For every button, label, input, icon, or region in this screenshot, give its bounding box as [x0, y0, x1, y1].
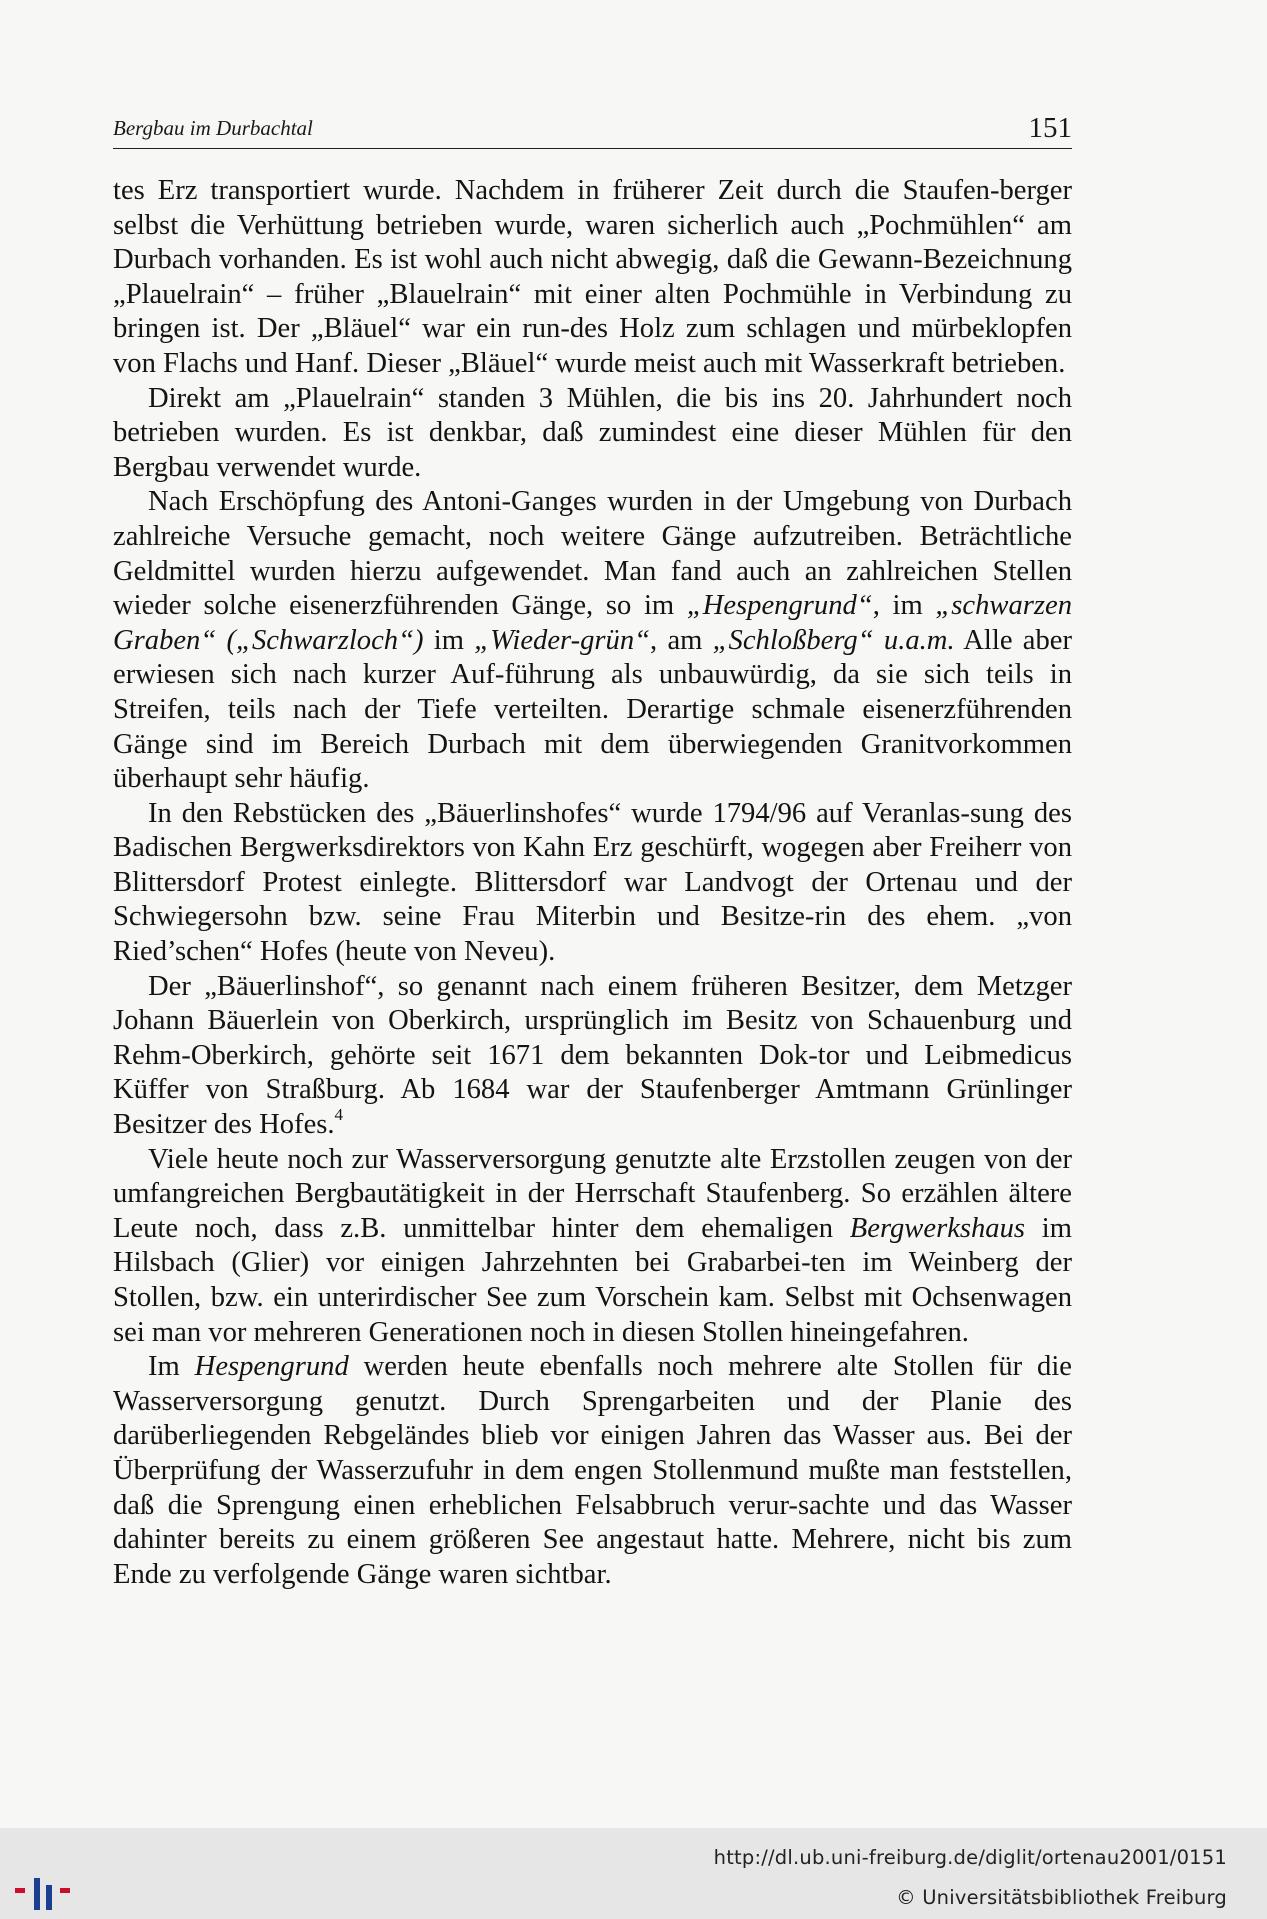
paragraph [113, 382, 1072, 486]
text-run: Der „Bäuerlinshof“, so genannt nach einem früheren Besitzer, dem Metzger Johann Bäuerlein von Oberkirch, ursprünglich im Besitz von Schauenburg und Rehm-Oberkirch, gehörte seit 1671 dem bekannten Dok-tor und Leibmedicus Küffer von Straßburg. Ab 1684 war der Staufenberger Amtmann Grünlinger Besitzer des Hofes. [113, 970, 1072, 1141]
text-run: Direkt am „Plauelrain“ standen 3 Mühlen, die bis ins 20. Jahrhundert noch betrieben wurden. Es ist denkbar, daß zumindest eine dieser Mühlen für den Bergbau verwendet wurde. [113, 382, 1072, 483]
paragraph [113, 174, 1072, 382]
library-logo-icon [15, 1876, 79, 1912]
running-head: Bergbau im Durbachtal [113, 116, 313, 140]
text-run: Nach Erschöpfung des Antoni-Ganges wurden in der Umgebung von Durbach zahlreiche Versuche gemacht, noch weitere Gänge aufzutreiben. Beträchtliche Geldmittel wurden hierzu aufgewendet. Man fand auch an zahlreichen Stellen wieder solche eisenerzführenden Gänge, so im [113, 486, 1072, 622]
paragraph [113, 1143, 1072, 1351]
text-run: , am [650, 624, 713, 656]
body-text [113, 174, 1072, 1592]
emphasis-text: „Hespengrund“ [686, 590, 873, 622]
viewer-footer [0, 1828, 1267, 1919]
text-run: In den Rebstücken des „Bäuerlinshofes“ wurde 1794/96 auf Veranlas-sung des Badischen Bergwerksdirektors von Kahn Erz geschürft, wogegen aber Freiherr von Blittersdorf Protest einlegte. Blittersdorf war Landvogt der Ortenau und der Schwiegersohn bzw. seine Frau Miterbin und Besitze-rin des ehem. „von Ried’schen“ Hofes (heute von Neveu). [113, 797, 1072, 968]
emphasis-text: Bergwerkshaus [849, 1212, 1026, 1244]
text-run: im [423, 624, 475, 656]
paragraph [113, 485, 1072, 796]
text-run: Alle aber erwiesen sich nach kurzer Auf-führung als unbauwürdig, da sie sich teils in Streifen, teils nach der Tiefe verteilten. Derartige schmale eisenerzführenden Gänge sind im Bereich Durbach mit dem überwiegenden Granitvorkommen überhaupt sehr häufig. [113, 624, 1072, 795]
paragraph [113, 970, 1072, 1143]
emphasis-text: „Wieder-grün“ [474, 624, 651, 656]
paragraph [113, 797, 1072, 970]
paragraph [113, 1350, 1072, 1592]
text-run: Im [148, 1351, 195, 1383]
text-run: Viele heute noch zur Wasserversorgung genutzte alte Erzstollen zeugen von der umfangreichen Bergbautätigkeit in der Herrschaft Staufenberg. So erzählen ältere Leute noch, dass z.B. unmittelbar hinter dem ehemaligen [113, 1143, 1072, 1244]
text-run: im Hilsbach (Glier) vor einigen Jahrzehnten bei Grabarbei-ten im Weinberg der Stollen, bzw. ein unterirdischer See zum Vorschein kam. Selbst mit Ochsenwagen sei man vor mehreren Generationen noch in diesen Stollen hineingefahren. [113, 1212, 1072, 1348]
footnote-ref: 4 [334, 1105, 344, 1125]
page-header [113, 108, 1072, 149]
emphasis-text: „schwarzen Graben“ („Schwarzloch“) [113, 590, 1072, 656]
permalink-url[interactable]: http://dl.ub.uni-freiburg.de/diglit/ortenau2001/0151 [713, 1846, 1227, 1869]
emphasis-text: „Schloßberg“ u.a.m. [712, 624, 955, 656]
emphasis-text: Hespengrund [194, 1351, 349, 1383]
text-run: tes Erz transportiert wurde. Nachdem in früherer Zeit durch die Staufen-berger selbst die Verhüttung betrieben wurde, waren sicherlich auch „Pochmühlen“ am Durbach vorhanden. Es ist wohl auch nicht abwegig, daß die Gewann-Bezeichnung „Plauelrain“ – früher „Blauelrain“ mit einer alten Pochmühle in Verbindung zu bringen ist. Der „Bläuel“ war ein run-des Holz zum schlagen und mürbeklopfen von Flachs und Hanf. Dieser „Bläuel“ wurde meist auch mit Wasserkraft betrieben. [113, 175, 1072, 379]
text-run: werden heute ebenfalls noch mehrere alte Stollen für die Wasserversorgung genutzt. Durch Sprengarbeiten und der Planie des darüberliegenden Rebgeländes blieb vor einigen Jahren das Wasser aus. Bei der Überprüfung der Wasserzufuhr in dem engen Stollenmund mußte man feststellen, daß die Sprengung einen erheblichen Felsabbruch verur-sachte und das Wasser dahinter bereits zu einem größeren See angestaut hatte. Mehrere, nicht bis zum Ende zu verfolgende Gänge waren sichtbar. [113, 1351, 1072, 1590]
copyright-notice: © Universitätsbibliothek Freiburg [896, 1886, 1227, 1909]
page-number: 151 [1028, 112, 1072, 144]
text-run: , im [872, 590, 936, 622]
